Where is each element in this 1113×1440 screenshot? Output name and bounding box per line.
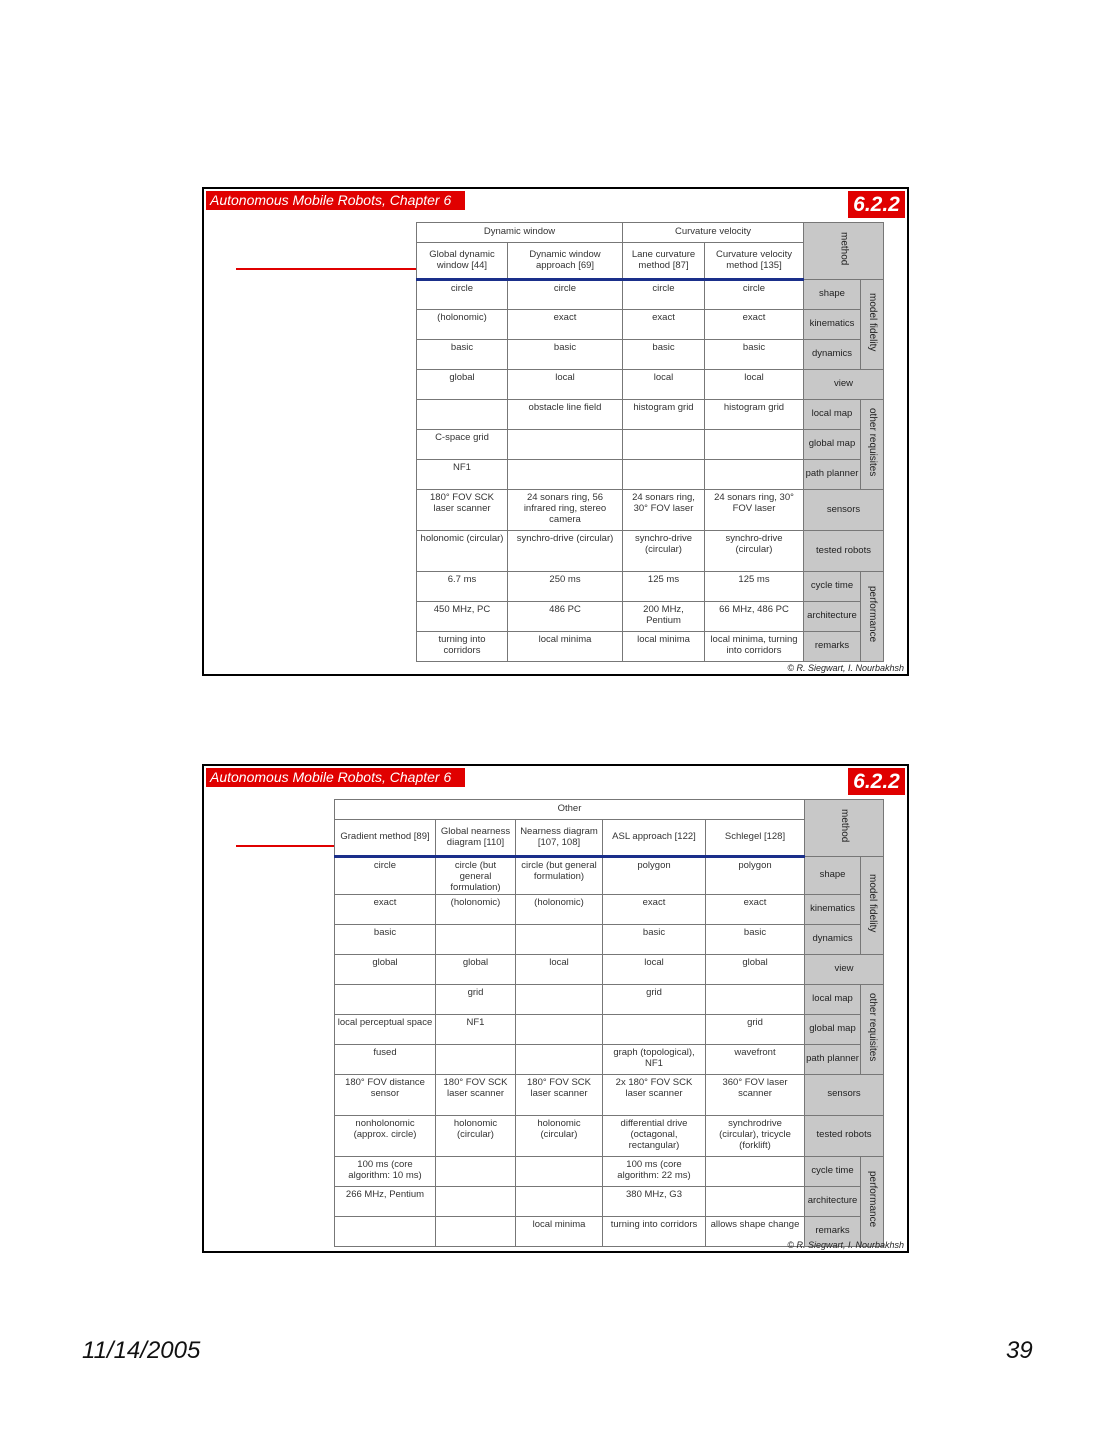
row-label-kinematics: kinematics [804, 310, 861, 340]
table-cell: histogram grid [705, 400, 804, 430]
table-cell: holonomic (circular) [417, 531, 508, 572]
table-cell: 100 ms (core algorithm: 22 ms) [603, 1156, 706, 1186]
row-label-architecture: architecture [804, 602, 861, 632]
table-cell [516, 1186, 603, 1216]
row-label-shape: shape [804, 280, 861, 310]
table-cell [706, 1186, 805, 1216]
method-header: Global nearness diagram [110] [436, 820, 516, 857]
table-cell: local [508, 370, 623, 400]
table-cell: grid [436, 984, 516, 1014]
table-cell [436, 1156, 516, 1186]
row-label-local-map: local map [804, 400, 861, 430]
slide-1 [202, 187, 909, 676]
table-cell: exact [623, 310, 705, 340]
table-cell [516, 984, 603, 1014]
table-cell [706, 1156, 805, 1186]
table-cell: 100 ms (core algorithm: 10 ms) [335, 1156, 436, 1186]
method-header: Lane curvature method [87] [623, 243, 705, 280]
table-cell: C-space grid [417, 430, 508, 460]
table-cell: synchrodrive (circular), tricycle (forklift) [706, 1115, 805, 1156]
table-cell: graph (topological), NF1 [603, 1044, 706, 1074]
row-label-remarks: remarks [804, 632, 861, 662]
table-cell: exact [706, 894, 805, 924]
method-header: Curvature velocity method [135] [705, 243, 804, 280]
method-header: Gradient method [89] [335, 820, 436, 857]
table-cell: 66 MHz, 486 PC [705, 602, 804, 632]
slide-number: 6.2.2 [848, 191, 905, 218]
slide-title: Autonomous Mobile Robots, Chapter 6 [206, 191, 465, 210]
table-cell: global [436, 954, 516, 984]
row-label-view: view [805, 954, 884, 984]
table-cell: 125 ms [623, 572, 705, 602]
table-cell: 266 MHz, Pentium [335, 1186, 436, 1216]
table-cell: synchro-drive (circular) [508, 531, 623, 572]
method-label: method [805, 800, 884, 857]
table-cell [436, 1186, 516, 1216]
table-cell [436, 1044, 516, 1074]
table-cell: obstacle line field [508, 400, 623, 430]
table-cell [603, 1014, 706, 1044]
table-cell: 24 sonars ring, 56 infrared ring, stereo camera [508, 490, 623, 531]
table-cell: 180° FOV SCK laser scanner [436, 1074, 516, 1115]
group-label-model-fidelity: model fidelity [861, 857, 884, 955]
comparison-table [334, 799, 884, 1247]
page-number: 39 [1006, 1337, 1033, 1364]
table-cell: local [603, 954, 706, 984]
table-cell: allows shape change [706, 1216, 805, 1246]
table-cell: 125 ms [705, 572, 804, 602]
table-cell: global [706, 954, 805, 984]
row-label-path-planner: path planner [805, 1044, 861, 1074]
table-cell: 486 PC [508, 602, 623, 632]
table-cell: exact [335, 894, 436, 924]
table-cell: 2x 180° FOV SCK laser scanner [603, 1074, 706, 1115]
table-cell: local [705, 370, 804, 400]
table-cell [705, 430, 804, 460]
row-label-dynamics: dynamics [804, 340, 861, 370]
row-label-kinematics: kinematics [805, 894, 861, 924]
comparison-table [416, 222, 884, 662]
row-label-local-map: local map [805, 984, 861, 1014]
table-cell: basic [335, 924, 436, 954]
table-cell [508, 430, 623, 460]
table-cell [623, 460, 705, 490]
table-cell: wavefront [706, 1044, 805, 1074]
group-label-other-requisites: other requisites [861, 984, 884, 1074]
table-cell: 180° FOV SCK laser scanner [417, 490, 508, 531]
method-header: Dynamic window approach [69] [508, 243, 623, 280]
group-label-performance: performance [861, 1156, 884, 1246]
method-label: method [804, 223, 884, 280]
row-label-cycle-time: cycle time [805, 1156, 861, 1186]
table-cell: synchro-drive (circular) [623, 531, 705, 572]
group-header: Curvature velocity [623, 223, 804, 243]
group-header: Other [335, 800, 805, 820]
copyright: © R. Siegwart, I. Nourbakhsh [787, 1240, 904, 1250]
row-label-path-planner: path planner [804, 460, 861, 490]
table-cell [335, 984, 436, 1014]
table-cell: differential drive (octagonal, rectangular) [603, 1115, 706, 1156]
table-cell: NF1 [436, 1014, 516, 1044]
row-label-sensors: sensors [805, 1074, 884, 1115]
row-label-sensors: sensors [804, 490, 884, 531]
table-cell: global [417, 370, 508, 400]
row-label-view: view [804, 370, 884, 400]
table-cell [623, 430, 705, 460]
slide-2 [202, 764, 909, 1253]
table-cell [335, 1216, 436, 1246]
table-cell: 450 MHz, PC [417, 602, 508, 632]
row-label-remarks: remarks [805, 1216, 861, 1246]
table-cell: local minima [516, 1216, 603, 1246]
table-cell: circle [417, 280, 508, 310]
row-label-dynamics: dynamics [805, 924, 861, 954]
table-cell [436, 1216, 516, 1246]
table-cell: basic [705, 340, 804, 370]
table-cell: 180° FOV SCK laser scanner [516, 1074, 603, 1115]
table-cell: exact [603, 894, 706, 924]
row-label-tested-robots: tested robots [804, 531, 884, 572]
table-cell: 250 ms [508, 572, 623, 602]
table-cell: local minima, turning into corridors [705, 632, 804, 662]
table-cell: local [516, 954, 603, 984]
method-header: Global dynamic window [44] [417, 243, 508, 280]
table-cell: circle (but general formulation) [516, 857, 603, 895]
table-cell: circle [508, 280, 623, 310]
row-label-architecture: architecture [805, 1186, 861, 1216]
table-cell: 6.7 ms [417, 572, 508, 602]
red-accent-line [236, 845, 334, 847]
table-cell: basic [623, 340, 705, 370]
table-cell: global [335, 954, 436, 984]
table-cell: circle [705, 280, 804, 310]
table-cell: NF1 [417, 460, 508, 490]
slide-number: 6.2.2 [848, 768, 905, 795]
table-cell: local minima [508, 632, 623, 662]
table-cell: local minima [623, 632, 705, 662]
table-cell: 24 sonars ring, 30° FOV laser [705, 490, 804, 531]
row-label-global-map: global map [805, 1014, 861, 1044]
method-header: Schlegel [128] [706, 820, 805, 857]
red-accent-line [236, 268, 416, 270]
table-cell [508, 460, 623, 490]
table-cell: exact [508, 310, 623, 340]
footer-date: 11/14/2005 [82, 1337, 201, 1364]
table-cell: circle [335, 857, 436, 895]
table-cell: nonholonomic (approx. circle) [335, 1115, 436, 1156]
table-cell: basic [603, 924, 706, 954]
group-label-other-requisites: other requisites [861, 400, 884, 490]
table-cell: circle (but general formulation) [436, 857, 516, 895]
table-cell [516, 1044, 603, 1074]
table-cell [516, 1014, 603, 1044]
table-cell: basic [706, 924, 805, 954]
table-cell: grid [603, 984, 706, 1014]
table-cell: fused [335, 1044, 436, 1074]
table-cell: 180° FOV distance sensor [335, 1074, 436, 1115]
row-label-global-map: global map [804, 430, 861, 460]
table-cell: polygon [706, 857, 805, 895]
row-label-cycle-time: cycle time [804, 572, 861, 602]
table-cell [516, 1156, 603, 1186]
table-cell: local perceptual space [335, 1014, 436, 1044]
table-cell [436, 924, 516, 954]
table-cell: local [623, 370, 705, 400]
table-cell [516, 924, 603, 954]
row-label-shape: shape [805, 857, 861, 895]
group-label-model-fidelity: model fidelity [861, 280, 884, 370]
group-label-performance: performance [861, 572, 884, 662]
table-cell: turning into corridors [417, 632, 508, 662]
table-cell: polygon [603, 857, 706, 895]
table-cell: basic [508, 340, 623, 370]
copyright: © R. Siegwart, I. Nourbakhsh [787, 663, 904, 673]
method-header: ASL approach [122] [603, 820, 706, 857]
table-cell: (holonomic) [516, 894, 603, 924]
table-cell: circle [623, 280, 705, 310]
table-cell: synchro-drive (circular) [705, 531, 804, 572]
table-cell: histogram grid [623, 400, 705, 430]
table-cell: (holonomic) [436, 894, 516, 924]
table-cell: holonomic (circular) [516, 1115, 603, 1156]
table-cell: turning into corridors [603, 1216, 706, 1246]
group-header: Dynamic window [417, 223, 623, 243]
slide-title: Autonomous Mobile Robots, Chapter 6 [206, 768, 465, 787]
table-cell: exact [705, 310, 804, 340]
table-cell: grid [706, 1014, 805, 1044]
method-header: Nearness diagram [107, 108] [516, 820, 603, 857]
table-cell: 24 sonars ring, 30° FOV laser [623, 490, 705, 531]
table-cell: 360° FOV laser scanner [706, 1074, 805, 1115]
table-cell [705, 460, 804, 490]
table-cell [417, 400, 508, 430]
table-cell: 200 MHz, Pentium [623, 602, 705, 632]
table-cell [706, 984, 805, 1014]
table-cell: 380 MHz, G3 [603, 1186, 706, 1216]
row-label-tested-robots: tested robots [805, 1115, 884, 1156]
table-cell: (holonomic) [417, 310, 508, 340]
table-cell: basic [417, 340, 508, 370]
table-cell: holonomic (circular) [436, 1115, 516, 1156]
